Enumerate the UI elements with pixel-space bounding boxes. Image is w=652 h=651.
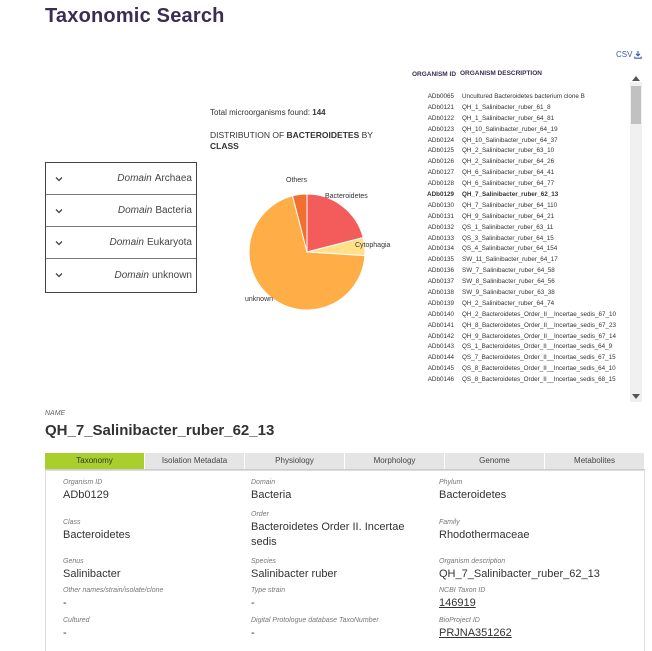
organism-id-cell: ADb0144 xyxy=(427,354,454,362)
field-value: Bacteria xyxy=(251,489,292,501)
table-row[interactable] xyxy=(410,179,642,190)
organism-description-cell: QH_7_Salinibacter_ruber_64_110 xyxy=(462,201,558,209)
organism-description-cell: QH_7_Salinibacter_ruber_62_13 xyxy=(462,191,559,199)
pie-label-bacteroidetes: Bacteroidetes xyxy=(325,193,368,200)
organism-description-cell: QH_2_Salinibacter_ruber_64_74 xyxy=(462,299,555,307)
field-type-strain xyxy=(251,587,285,611)
organism-table xyxy=(410,68,642,402)
tab-isolation-metadata[interactable]: Isolation Metadata xyxy=(145,453,245,469)
table-row[interactable] xyxy=(410,342,642,353)
field-value: QH_7_Salinibacter_ruber_62_13 xyxy=(439,568,600,580)
domain-label: Domain xyxy=(117,173,152,184)
distribution-taxon: BACTEROIDETES xyxy=(286,130,360,140)
domain-value: Bacteria xyxy=(155,205,192,216)
organism-table-scrollbar[interactable] xyxy=(630,82,642,402)
organism-id-cell: ADb0127 xyxy=(427,169,454,177)
organism-description-cell: QH_6_Salinibacter_ruber_64_41 xyxy=(462,169,555,177)
chevron-down-icon xyxy=(54,270,64,280)
field-dpd-taxonumber xyxy=(251,617,379,641)
download-icon xyxy=(634,51,642,59)
table-row[interactable] xyxy=(410,157,642,168)
table-row[interactable] xyxy=(410,277,642,288)
organism-description-cell: QH_9_Salinibacter_ruber_64_21 xyxy=(462,212,555,220)
table-row[interactable] xyxy=(410,146,642,157)
field-other-names xyxy=(63,587,163,611)
organism-id-cell: ADb0140 xyxy=(427,310,454,318)
organism-id-cell: ADb0143 xyxy=(427,343,454,351)
pie-label-unknown: unknown xyxy=(245,296,274,303)
tab-metabolites[interactable]: Metabolites xyxy=(545,453,645,469)
field-domain xyxy=(251,479,291,503)
organism-description-cell: QS_8_Bacteroidetes_Order_II__Incertae_sedis_64_10 xyxy=(462,365,616,373)
field-label: BioProject ID xyxy=(439,617,480,624)
organism-description-cell: SW_11_Salinibacter_ruber_64_17 xyxy=(462,256,558,264)
table-row[interactable] xyxy=(410,244,642,255)
bioproject-link[interactable]: PRJNA351262 xyxy=(439,627,512,639)
distribution-prefix: DISTRIBUTION OF xyxy=(210,130,285,140)
field-label: Order xyxy=(251,511,269,518)
organism-id-cell: ADb0133 xyxy=(427,234,454,242)
chevron-down-icon xyxy=(54,174,64,184)
organism-id-cell: ADb0128 xyxy=(427,180,454,188)
header-organism-id[interactable]: ORGANISM ID xyxy=(411,71,457,78)
field-value: Rhodothermaceae xyxy=(439,529,530,541)
field-species xyxy=(251,558,337,582)
table-row[interactable] xyxy=(410,375,642,386)
organism-description-cell: SW_9_Salinibacter_ruber_63_38 xyxy=(462,289,555,297)
field-value: Bacteroidetes Order II. Incertae sedis xyxy=(251,521,405,548)
organism-table-header xyxy=(410,68,642,92)
field-label: Other names/strain/isolate/clone xyxy=(63,587,164,594)
field-label: Class xyxy=(63,519,81,526)
organism-description-cell: QH_2_Salinibacter_ruber_64_26 xyxy=(462,158,555,166)
organism-description-cell: QH_2_Salinibacter_ruber_63_10 xyxy=(462,147,555,155)
total-count-label: Total microorganisms found: xyxy=(210,108,311,117)
field-value: - xyxy=(251,597,255,609)
field-bioproject-id xyxy=(439,617,512,641)
field-value: Salinibacter xyxy=(63,568,121,580)
distribution-title xyxy=(210,130,395,152)
organism-description-cell: QS_8_Bacteroidetes_Order_II__Incertae_sedis_68_15 xyxy=(462,376,616,384)
field-organism-description xyxy=(439,558,600,582)
csv-label: CSV xyxy=(616,50,633,59)
table-row[interactable] xyxy=(410,353,642,364)
organism-description-cell: QS_4_Salinibacter_ruber_64_154 xyxy=(462,245,558,253)
domain-label: Domain xyxy=(109,237,144,248)
table-row[interactable] xyxy=(410,92,642,103)
domain-row-bacteria[interactable] xyxy=(46,195,196,227)
organism-id-cell: ADb0136 xyxy=(427,267,454,275)
field-label: Organism description xyxy=(439,558,506,565)
taxonomy-details xyxy=(45,470,645,651)
organism-description-cell: QH_9_Bacteroidetes_Order_II__Incertae_sedis_67_14 xyxy=(462,332,617,340)
organism-description-cell: QH_6_Salinibacter_ruber_64_77 xyxy=(462,180,555,188)
distribution-level: CLASS xyxy=(210,141,239,151)
total-count-summary xyxy=(210,108,326,117)
organism-id-cell: ADb0065 xyxy=(427,93,454,100)
detail-tabs xyxy=(45,453,645,470)
organism-id-cell: ADb0122 xyxy=(427,114,454,122)
organism-id-cell: ADb0124 xyxy=(427,136,454,144)
organism-id-cell: ADb0121 xyxy=(427,103,454,111)
field-value: - xyxy=(63,627,67,639)
table-row[interactable] xyxy=(410,168,642,179)
chevron-down-icon xyxy=(54,206,64,216)
organism-id-cell: ADb0123 xyxy=(427,125,454,133)
header-organism-description[interactable]: ORGANISM DESCRIPTION xyxy=(460,70,542,77)
domain-value: unknown xyxy=(151,269,192,281)
organism-name: QH_7_Salinibacter_ruber_62_13 xyxy=(45,422,275,439)
organism-id-cell: ADb0130 xyxy=(427,201,454,209)
field-value: - xyxy=(63,597,67,609)
class-distribution-pie-chart xyxy=(230,170,410,320)
total-count-value: 144 xyxy=(312,108,326,117)
organism-id-cell: ADb0138 xyxy=(427,289,454,297)
domain-label: Domain xyxy=(117,205,153,216)
organism-id-cell: ADb0129 xyxy=(427,191,454,199)
organism-description-cell: QH_10_Salinibacter_ruber_64_37 xyxy=(462,136,558,144)
tab-physiology[interactable]: Physiology xyxy=(245,453,345,469)
chevron-down-icon xyxy=(54,238,64,248)
table-row[interactable] xyxy=(410,125,642,136)
field-value: Bacteroidetes xyxy=(439,489,507,501)
pie-label-cytophagia: Cytophagia xyxy=(355,242,391,249)
field-value: ADb0129 xyxy=(63,489,109,501)
domain-label: Domain xyxy=(114,269,149,281)
ncbi-taxon-link[interactable]: 146919 xyxy=(439,597,476,609)
field-value: - xyxy=(251,627,255,639)
tab-genome[interactable]: Genome xyxy=(445,453,545,469)
tab-morphology[interactable]: Morphology xyxy=(345,453,445,469)
table-row[interactable] xyxy=(410,114,642,125)
organism-description-cell: QH_1_Salinibacter_ruber_61_8 xyxy=(462,103,551,111)
field-label: Organism ID xyxy=(63,479,103,486)
scrollbar-thumb[interactable] xyxy=(631,86,641,124)
table-row[interactable] xyxy=(410,255,642,266)
field-label: Cultured xyxy=(63,617,90,624)
table-row[interactable] xyxy=(410,234,642,245)
organism-description-cell: QH_8_Bacteroidetes_Order_II__Incertae_sedis_67_23 xyxy=(462,321,617,329)
domain-filter-panel xyxy=(45,162,197,293)
field-value: Bacteroidetes xyxy=(63,529,131,541)
organism-description-cell: QH_10_Salinibacter_ruber_64_19 xyxy=(462,125,558,133)
pie-label-others: Others xyxy=(286,177,308,184)
organism-id-cell: ADb0126 xyxy=(427,158,454,166)
scroll-up-icon[interactable] xyxy=(632,76,640,81)
organism-id-cell: ADb0132 xyxy=(427,223,454,231)
field-label: Phylum xyxy=(439,479,463,486)
table-row[interactable] xyxy=(410,212,642,223)
domain-value: Eukaryota xyxy=(146,237,192,248)
page-title: Taxonomic Search xyxy=(45,5,225,27)
field-label: Digital Protologue database TaxoNumber xyxy=(251,617,379,624)
table-row[interactable] xyxy=(410,223,642,234)
organism-description-cell: QS_1_Salinibacter_ruber_63_11 xyxy=(462,223,554,231)
csv-download-link[interactable] xyxy=(616,50,642,59)
organism-description-cell: SW_8_Salinibacter_ruber_64_56 xyxy=(462,278,555,286)
field-label: Species xyxy=(251,558,276,565)
field-organism-id xyxy=(63,479,109,503)
domain-row-archaea[interactable] xyxy=(46,163,196,195)
field-phylum xyxy=(439,479,506,503)
organism-id-cell: ADb0131 xyxy=(427,212,454,220)
organism-description-cell: SW_7_Salinibacter_ruber_64_58 xyxy=(462,267,555,275)
organism-description-cell: QS_7_Bacteroidetes_Order_II__Incertae_sedis_67_15 xyxy=(462,354,616,362)
field-genus xyxy=(63,558,120,582)
organism-description-cell: QS_3_Salinibacter_ruber_64_15 xyxy=(462,234,554,242)
organism-id-cell: ADb0146 xyxy=(427,376,454,384)
table-row[interactable] xyxy=(410,299,642,310)
domain-row-eukaryota[interactable] xyxy=(46,227,196,259)
table-row[interactable] xyxy=(410,190,642,201)
field-label: Genus xyxy=(63,558,84,565)
table-row[interactable] xyxy=(410,321,642,332)
organism-id-cell: ADb0137 xyxy=(427,278,454,286)
organism-description-cell: Uncultured Bacteroidetes bacterium clone B xyxy=(462,93,585,100)
domain-value: Archaea xyxy=(154,173,192,184)
organism-id-cell: ADb0141 xyxy=(427,321,454,329)
tab-taxonomy[interactable]: Taxonomy xyxy=(45,453,145,469)
organism-description-cell: QH_2_Bacteroidetes_Order_II__Incertae_sedis_67_10 xyxy=(462,310,617,318)
field-value: Salinibacter ruber xyxy=(251,568,338,580)
organism-id-cell: ADb0135 xyxy=(427,256,454,264)
field-family xyxy=(439,519,530,543)
organism-id-cell: ADb0142 xyxy=(427,332,454,340)
organism-id-cell: ADb0145 xyxy=(427,365,454,373)
table-row[interactable] xyxy=(410,266,642,277)
field-ncbi-taxon-id xyxy=(439,587,485,611)
field-label: NCBI Taxon ID xyxy=(439,587,486,594)
table-row[interactable] xyxy=(410,332,642,343)
table-row[interactable] xyxy=(410,364,642,375)
organism-description-cell: QH_1_Salinibacter_ruber_64_81 xyxy=(462,114,555,122)
table-row[interactable] xyxy=(410,288,642,299)
field-cultured xyxy=(63,617,89,641)
table-row[interactable] xyxy=(410,310,642,321)
table-row[interactable] xyxy=(410,103,642,114)
domain-row-unknown[interactable] xyxy=(46,259,196,291)
field-class xyxy=(63,519,130,543)
table-row[interactable] xyxy=(410,136,642,147)
field-label: Domain xyxy=(251,479,276,486)
field-label: Type strain xyxy=(251,587,286,594)
field-order xyxy=(251,511,431,550)
organism-id-cell: ADb0139 xyxy=(427,299,454,307)
distribution-by: BY xyxy=(361,130,373,140)
organism-id-cell: ADb0134 xyxy=(427,245,454,253)
table-row[interactable] xyxy=(410,201,642,212)
organism-id-cell: ADb0125 xyxy=(427,147,454,155)
name-label: NAME xyxy=(45,410,66,417)
organism-rows xyxy=(410,92,642,386)
field-label: Family xyxy=(439,519,460,526)
scroll-down-icon[interactable] xyxy=(632,394,640,399)
organism-description-cell: QS_1_Bacteroidetes_Order_II__Incertae_sedis_64_9 xyxy=(462,343,613,351)
